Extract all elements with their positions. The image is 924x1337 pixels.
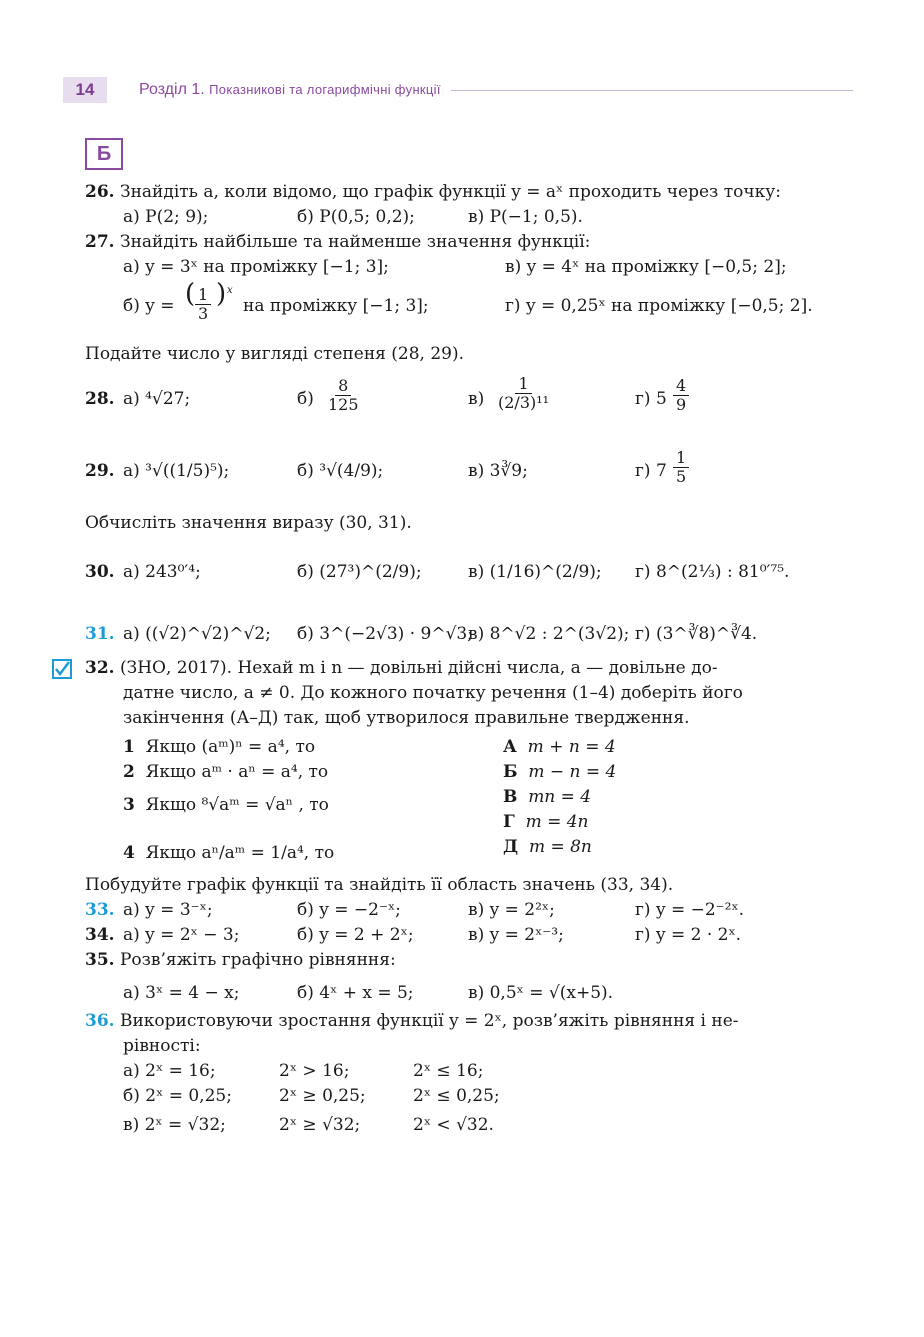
option-c: в) 0,5ˣ = √(x+5). xyxy=(468,983,614,1003)
problem-text: Знайдіть a, коли відомо, що графік функції y = aˣ проходить через точку: xyxy=(119,182,781,202)
checkbox-checked-icon xyxy=(52,659,72,679)
sentence-end xyxy=(503,835,803,860)
equation: в) 2ˣ = √32; xyxy=(123,1115,226,1135)
problem-34 xyxy=(85,923,855,948)
problem-27-options-1 xyxy=(85,255,855,280)
fraction-numerator: 1 xyxy=(673,449,689,468)
option-b: б) (27³)^(2/9); xyxy=(297,562,422,582)
problem-number: 35. xyxy=(85,950,115,970)
option-b-suffix: на проміжку [−1; 3]; xyxy=(243,296,429,316)
sentence-end xyxy=(503,785,803,810)
paren: ( xyxy=(185,279,196,309)
inequality: 2ˣ ≥ 0,25; xyxy=(279,1086,366,1106)
option-c: в) y = 4ˣ на проміжку [−0,5; 2]; xyxy=(505,257,787,277)
sentence-start xyxy=(123,735,463,760)
end-letter: Б xyxy=(503,762,518,782)
problem-number: 34. xyxy=(85,925,115,945)
sentence-end xyxy=(503,735,803,760)
option-c: в) P(−1; 0,5). xyxy=(468,207,583,227)
problem-text-line: закінчення (А–Д) так, щоб утворилося правильне твердження. xyxy=(123,708,690,728)
page-header xyxy=(63,76,853,104)
problem-26-options xyxy=(85,205,855,230)
inequality: 2ˣ ≤ 0,25; xyxy=(413,1086,500,1106)
problem-text: Використовуючи зростання функції y = 2ˣ, розв’яжіть рівняння і не- xyxy=(119,1011,739,1031)
option-c: в) (1/16)^(2/9); xyxy=(468,562,602,582)
option-b: б) 3^(−2√3) · 9^√3; xyxy=(297,624,473,644)
option-b: б) ³√(4/9); xyxy=(297,461,384,481)
start-number: 1 xyxy=(123,737,135,757)
problem-26 xyxy=(85,180,855,205)
sentence-end xyxy=(503,810,803,835)
problem-text-line: (ЗНО, 2017). Нехай m і n — довільні дійсні числа, a — довільне до- xyxy=(119,658,718,678)
problem-text: Знайдіть найбільше та найменше значення функції: xyxy=(119,232,591,252)
paren: ) xyxy=(216,279,227,309)
option-a: а) y = 3ˣ на проміжку [−1; 3]; xyxy=(123,257,389,277)
option-a: а) 243⁰′⁴; xyxy=(123,562,201,582)
problem-31 xyxy=(85,612,855,656)
section-name: Показникові та логарифмічні функції xyxy=(209,82,441,97)
option-c: в) 3∛9; xyxy=(468,461,528,481)
fraction-denominator: 9 xyxy=(676,395,687,414)
problem-text: Розв’яжіть графічно рівняння: xyxy=(119,950,396,970)
fraction-numerator: 8 xyxy=(335,377,351,396)
page-number: 14 xyxy=(63,77,107,103)
end-letter: В xyxy=(503,787,518,807)
problem-36-row xyxy=(85,1059,855,1084)
option-d: г) y = −2⁻²ˣ. xyxy=(635,900,745,920)
exponent: x xyxy=(227,285,233,296)
fraction-numerator: 1 xyxy=(195,286,211,305)
inequality: 2ˣ ≤ 16; xyxy=(413,1061,484,1081)
intro-28-29: Подайте число у вигляді степеня (28, 29). xyxy=(85,344,465,364)
fraction-denominator: 5 xyxy=(676,467,687,486)
option-b: б) y = −2⁻ˣ; xyxy=(297,900,401,920)
end-text: m + n = 4 xyxy=(527,737,616,757)
problem-30 xyxy=(85,544,855,602)
option-d-prefix: г) 5 xyxy=(635,389,667,409)
problem-number: 28. xyxy=(85,389,115,409)
problem-number: 26. xyxy=(85,182,115,202)
option-a: а) ³√((1/5)⁵); xyxy=(123,461,230,481)
problem-number: 29. xyxy=(85,461,115,481)
option-b-prefix: б) y = xyxy=(123,296,175,316)
start-number: 3 xyxy=(123,795,135,815)
fraction xyxy=(673,449,689,486)
fraction xyxy=(325,377,362,414)
problem-28 xyxy=(85,375,855,435)
option-a: а) ⁴√27; xyxy=(123,389,191,409)
problem-33 xyxy=(85,898,855,923)
option-d-prefix: г) 7 xyxy=(635,461,667,481)
option-d: г) (3^∛8)^∛4. xyxy=(635,624,758,644)
sentence-start xyxy=(123,831,463,866)
problem-number: 27. xyxy=(85,232,115,252)
end-text: m = 8n xyxy=(528,837,592,857)
option-b: б) y = 2 + 2ˣ; xyxy=(297,925,414,945)
fraction-numerator: 1 xyxy=(515,375,531,394)
end-letter: Д xyxy=(503,837,519,857)
option-a: а) y = 2ˣ − 3; xyxy=(123,925,240,945)
inequality: 2ˣ < √32. xyxy=(413,1115,494,1135)
inequality: 2ˣ ≥ √32; xyxy=(279,1115,361,1135)
end-text: m = 4n xyxy=(525,812,589,832)
option-a: а) P(2; 9); xyxy=(123,207,209,227)
problem-36-row xyxy=(85,1113,855,1138)
problem-text-line: рівності: xyxy=(123,1036,201,1056)
matching-block xyxy=(85,735,855,863)
fraction-numerator: 4 xyxy=(673,377,689,396)
problem-number: 30. xyxy=(85,562,115,582)
option-c: в) y = 2²ˣ; xyxy=(468,900,555,920)
option-c: в) y = 2ˣ⁻³; xyxy=(468,925,564,945)
end-letter: Г xyxy=(503,812,515,832)
end-letter: А xyxy=(503,737,517,757)
problem-35-options xyxy=(85,977,855,1009)
sentence-start xyxy=(123,785,463,831)
problem-36 xyxy=(85,1009,855,1034)
section-title xyxy=(139,81,441,99)
fraction xyxy=(673,377,689,414)
problem-number: 33. xyxy=(85,900,115,920)
fraction xyxy=(495,375,552,412)
problem-number: 31. xyxy=(85,624,115,644)
option-b: б) P(0,5; 0,2); xyxy=(297,207,415,227)
option-a: а) y = 3⁻ˣ; xyxy=(123,900,213,920)
intro-30-31: Обчисліть значення виразу (30, 31). xyxy=(85,513,412,533)
start-text: Якщо (aᵐ)ⁿ = a⁴, то xyxy=(145,737,316,757)
intro-33-34: Побудуйте графік функції та знайдіть її область значень (33, 34). xyxy=(85,875,674,895)
sentence-end xyxy=(503,760,803,785)
start-number: 2 xyxy=(123,762,135,782)
fraction-denominator: 3 xyxy=(198,304,209,323)
option-b: б) 4ˣ + x = 5; xyxy=(297,983,414,1003)
start-text: Якщо ⁸√aᵐ = √aⁿ , то xyxy=(145,795,329,815)
end-text: mn = 4 xyxy=(528,787,592,807)
start-number: 4 xyxy=(123,843,135,863)
problem-number: 32. xyxy=(85,658,115,678)
sentence-ends xyxy=(503,735,803,860)
fraction xyxy=(195,286,211,323)
option-a: а) ((√2)^√2)^√2; xyxy=(123,624,271,644)
sentence-starts xyxy=(123,735,463,866)
problem-27 xyxy=(85,230,855,255)
equation: а) 2ˣ = 16; xyxy=(123,1061,216,1081)
option-d: г) 8^(2⅓) : 81⁰′⁷⁵. xyxy=(635,562,790,582)
inequality: 2ˣ > 16; xyxy=(279,1061,350,1081)
start-text: Якщо aᵐ · aⁿ = a⁴, то xyxy=(145,762,329,782)
option-b-prefix: б) xyxy=(297,389,314,409)
equation: б) 2ˣ = 0,25; xyxy=(123,1086,232,1106)
problems-content xyxy=(85,180,855,1138)
problem-35 xyxy=(85,948,855,973)
fraction-denominator: (2/3)¹¹ xyxy=(498,393,550,412)
option-a: а) 3ˣ = 4 − x; xyxy=(123,983,240,1003)
section-label: Розділ 1. xyxy=(139,81,205,98)
problem-36-row xyxy=(85,1084,855,1109)
level-label: Б xyxy=(85,138,123,170)
problem-number: 36. xyxy=(85,1011,115,1031)
problem-29 xyxy=(85,441,855,503)
start-text: Якщо aⁿ/aᵐ = 1/a⁴, то xyxy=(145,843,335,863)
problem-text-line: датне число, a ≠ 0. До кожного початку речення (1–4) доберіть його xyxy=(123,683,743,703)
sentence-start xyxy=(123,760,463,785)
problem-32 xyxy=(85,656,855,681)
end-text: m − n = 4 xyxy=(528,762,617,782)
header-rule xyxy=(451,90,853,91)
option-d: г) y = 2 · 2ˣ. xyxy=(635,925,742,945)
option-c: в) 8^√2 : 2^(3√2); xyxy=(468,624,630,644)
option-d: г) y = 0,25ˣ на проміжку [−0,5; 2]. xyxy=(505,296,813,316)
problem-27-options-2 xyxy=(85,280,855,334)
fraction-denominator: 125 xyxy=(328,395,359,414)
option-c-prefix: в) xyxy=(468,389,485,409)
